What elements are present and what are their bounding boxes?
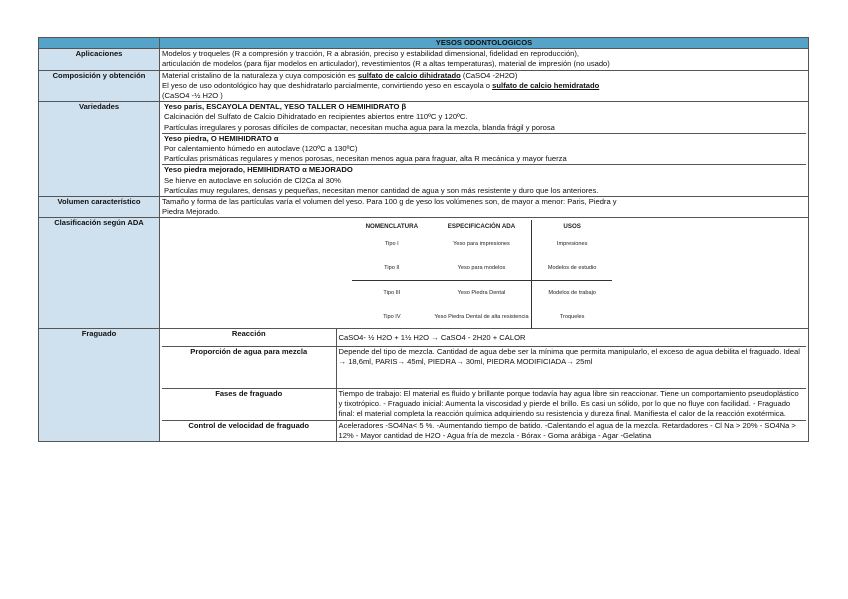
ada-spec: Yeso para impresiones — [432, 232, 533, 256]
ada-table — [352, 220, 612, 329]
text: Partículas prismáticas regulares y menos porosas, necesitan menos agua para fraguar, alta R mecánica y mayor fuerza — [164, 154, 567, 164]
ada-row — [352, 305, 612, 329]
row-fraguado — [39, 329, 809, 442]
row-variedades — [39, 102, 809, 197]
row-ada — [39, 218, 809, 329]
ada-header: ESPECIFICACIÓN ADA — [432, 220, 533, 232]
ada-uso: Impresiones — [556, 240, 588, 247]
cell-ada — [160, 218, 809, 329]
text: Calcinación del Sulfato de Calcio Dihidratado en recipientes abiertos entre 110ºC y 120ºC. — [164, 112, 468, 122]
row-volumen — [39, 197, 809, 218]
text: Por calentamiento húmedo en autoclave (120ºC a 130ºC) — [164, 144, 358, 154]
ada-uso: Modelos de estudio — [547, 264, 597, 271]
ada-tipo: Tipo III — [383, 289, 401, 296]
text: Material cristalino de la naturaleza y cuya composición es — [162, 70, 358, 80]
ada-tipo: Tipo I — [384, 240, 399, 247]
ada-spec: Yeso Piedra Dental — [432, 281, 533, 305]
text: El yeso de uso odontológico hay que deshidratarlo parcialmente, convirtiendo yeso en escayola o — [162, 80, 493, 90]
variedad-paris — [162, 102, 806, 134]
fraguado-row-proporcion — [162, 346, 806, 388]
ada-figure — [162, 218, 806, 328]
label-volumen: Volumen característico — [39, 197, 160, 218]
ada-uso: Modelos de trabajo — [548, 289, 596, 296]
row-aplicaciones — [39, 49, 809, 70]
header-row — [39, 38, 809, 49]
variedad-piedra — [162, 134, 806, 166]
volumen-line1: Tamaño y forma de las partículas varía el volumen del yeso. Para 100 g de yeso los volúmenes son, de mayor a menor: Paris, Piedra y — [162, 197, 617, 207]
variedad-mejorado — [162, 165, 806, 196]
label-composicion: Composición y obtención — [39, 70, 160, 102]
cell-aplicaciones — [160, 49, 809, 70]
label-aplicaciones: Aplicaciones — [39, 49, 160, 70]
cell-volumen — [160, 197, 809, 218]
ada-uso: Troqueles — [559, 313, 585, 320]
reaccion-text: CaSO4- ½ H2O + 1½ H2O → CaSO4 - 2H20 + CALOR — [336, 329, 806, 346]
sub-label-control: Control de velocidad de fraguado — [162, 420, 336, 441]
fraguado-row-control — [162, 420, 806, 441]
ada-spec: Yeso Piedra Dental de alta resistencia — [432, 305, 533, 329]
row-composicion — [39, 70, 809, 102]
cell-variedades — [160, 102, 809, 197]
term-dihidratado: sulfato de calcio dihidratado — [357, 70, 461, 80]
text: Partículas irregulares y porosas difíciles de compactar, necesitan mucha agua para la mezcla, blanda frágil y porosa — [164, 122, 555, 132]
text: (CaSO4 -2H2O) — [460, 70, 518, 80]
label-ada: Clasificación según ADA — [39, 218, 160, 329]
sub-label-proporcion: Proporción de agua para mezcla — [162, 346, 336, 388]
label-fraguado: Fraguado — [39, 329, 160, 442]
ada-tipo: Tipo II — [384, 264, 400, 271]
fraguado-row-reaccion — [162, 329, 806, 346]
fraguado-table — [162, 329, 806, 441]
cell-composicion — [160, 70, 809, 102]
yesos-table — [38, 37, 809, 442]
cell-fraguado — [160, 329, 809, 442]
composicion-line2 — [162, 81, 806, 91]
ada-row — [352, 281, 612, 305]
fases-text: Tiempo de trabajo: El material es fluido y brillante porque todavía hay agua libre sin reaccionar. Tiene un comportamiento pseudoplástico y tixotrópico. - Fraguado inicial: Aumenta la viscosidad y pierde el brillo. Es casi un sólido, por lo que no fluye con facilidad. - Fraguado final: el material completa la reacción química adquiriendo su resistencia y dureza final. Manifiesta el calor de la reacción exotérmica. — [336, 388, 806, 420]
term-hemidratado: sulfato de calcio hemidratado — [492, 80, 600, 90]
volumen-line2: Piedra Mejorado. — [162, 207, 220, 217]
variedad-paris-title: Yeso paris, ESCAYOLA DENTAL, YESO TALLER O HEMIHIDRATO β — [164, 102, 407, 112]
composicion-line3: (CaSO4 -½ H2O ) — [162, 91, 223, 101]
proporcion-text: Depende del tipo de mezcla. Cantidad de agua debe ser la mínima que permita manipularlo, el exceso de agua debilita el fraguado. Ideal → 18,6ml, PARIS→ 45ml, PIEDRA→ 30ml, PIEDRA MODIFICIADA→ 25ml — [336, 346, 806, 388]
ada-row — [352, 256, 612, 281]
composicion-line1 — [162, 71, 806, 81]
text: Partículas muy regulares, densas y pequeñas, necesitan menor cantidad de agua y son más resistente y duro que los anteriores. — [164, 185, 599, 195]
variedad-mejorado-title: Yeso piedra mejorado, HEMIHIDRATO α MEJORADO — [164, 165, 353, 175]
aplicaciones-line2: articulación de modelos (para fijar modelos en articulador), revestimientos (R a altas temperaturas), material de impresión (no usado) — [162, 59, 610, 69]
control-text: Aceleradores -SO4Na< 5 %. -Aumentando tiempo de batido. -Calentando el agua de la mezcla. Retardadores - Cl Na > 20% - SO4Na > 12% - Mayor cantidad de H2O - Agua fría de mezcla - Bórax - Goma arábiga - Agar -Gelatina — [338, 420, 796, 440]
aplicaciones-line1: Modelos y troqueles (R a compresión y tracción, R a abrasión, preciso y estabilidad dimensional, fidelidad en reproducción), — [162, 49, 580, 59]
sub-label-fases: Fases de fraguado — [162, 388, 336, 420]
label-variedades: Variedades — [39, 102, 160, 197]
sub-label-reaccion: Reacción — [162, 329, 336, 346]
ada-tipo: Tipo IV — [383, 313, 401, 320]
text: Se hierve en autoclave en solución de Cl2Ca al 30% — [164, 175, 341, 185]
header-corner — [39, 38, 160, 49]
variedad-piedra-title: Yeso piedra, O HEMIHIDRATO α — [164, 133, 279, 143]
fraguado-row-fases — [162, 388, 806, 420]
document — [38, 37, 808, 442]
ada-spec: Yeso para modelos — [432, 256, 533, 280]
ada-header: NOMENCLATURA — [365, 222, 419, 230]
table-title: YESOS ODONTOLOGICOS — [160, 38, 809, 49]
ada-header: USOS — [563, 222, 581, 230]
ada-row — [352, 232, 612, 256]
ada-header-row — [352, 220, 612, 232]
